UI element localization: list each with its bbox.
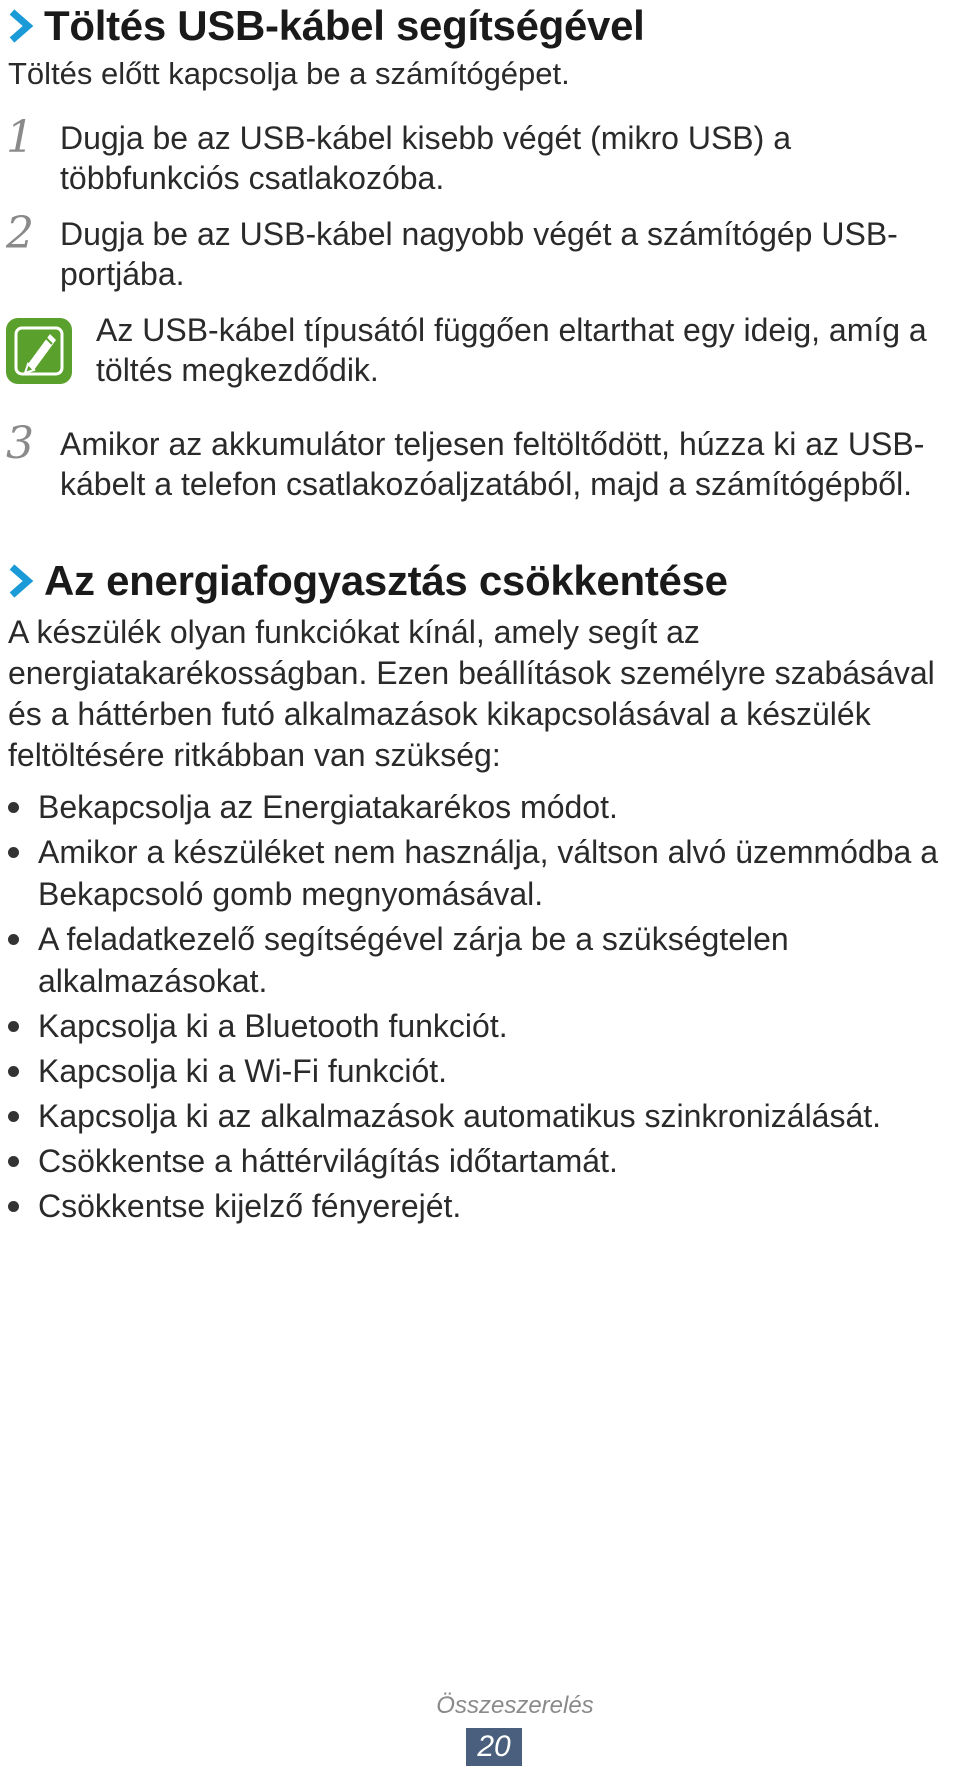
list-item-text: Amikor a készüléket nem használja, váltson alvó üzemmódba a Bekapcsoló gomb megnyomásával. bbox=[38, 834, 938, 912]
bullet-icon bbox=[8, 934, 19, 945]
list-item bbox=[0, 918, 955, 1002]
bullet-icon bbox=[8, 1156, 19, 1167]
list-item-text: Csökkentse kijelző fényerejét. bbox=[38, 1188, 462, 1224]
bullet-icon bbox=[8, 802, 19, 813]
section-intro: Töltés előtt kapcsolja be a számítógépet. bbox=[8, 56, 570, 91]
energy-tips-list bbox=[0, 786, 955, 1230]
list-item bbox=[0, 831, 955, 915]
bullet-icon bbox=[8, 1111, 19, 1122]
list-item-text: Kapcsolja ki az alkalmazások automatikus szinkronizálását. bbox=[38, 1098, 882, 1134]
step-text: Dugja be az USB-kábel nagyobb végét a számítógép USB-portjába. bbox=[60, 216, 898, 292]
list-item-text: Csökkentse a háttérvilágítás időtartamát. bbox=[38, 1143, 618, 1179]
step-number: 2 bbox=[6, 208, 34, 259]
footer-section-name: Összeszerelés bbox=[436, 1692, 594, 1719]
list-item-text: Bekapcsolja az Energiatakarékos módot. bbox=[38, 789, 618, 825]
chevron-right-icon bbox=[8, 9, 34, 43]
note-pencil-icon bbox=[6, 318, 72, 384]
section-title: Töltés USB-kábel segítségével bbox=[44, 2, 645, 49]
bullet-icon bbox=[8, 1066, 19, 1077]
list-item-text: A feladatkezelő segítségével zárja be a szükségtelen alkalmazásokat. bbox=[38, 921, 789, 999]
step-number: 3 bbox=[6, 418, 34, 469]
section-paragraph: A készülék olyan funkciókat kínál, amely segít az energiatakarékosságban. Ezen beállítások személyre szabásával és a háttérben futó alkalmazások kikapcsolásával a készülék feltöltésére ritkábban van szükség: bbox=[8, 614, 935, 773]
section-heading-usb-charging bbox=[8, 2, 645, 50]
section-heading-energy-saving bbox=[8, 557, 728, 605]
bullet-icon bbox=[8, 1201, 19, 1212]
note-text: Az USB-kábel típusától függően eltarthat egy ideig, amíg a töltés megkezdődik. bbox=[96, 312, 927, 388]
step-text: Dugja be az USB-kábel kisebb végét (mikro USB) a többfunkciós csatlakozóba. bbox=[60, 120, 791, 196]
bullet-icon bbox=[8, 847, 19, 858]
list-item-text: Kapcsolja ki a Bluetooth funkciót. bbox=[38, 1008, 508, 1044]
list-item bbox=[0, 1050, 955, 1092]
list-item bbox=[0, 786, 955, 828]
list-item-text: Kapcsolja ki a Wi-Fi funkciót. bbox=[38, 1053, 448, 1089]
list-item bbox=[0, 1005, 955, 1047]
chevron-right-icon bbox=[8, 564, 34, 598]
section-title: Az energiafogyasztás csökkentése bbox=[44, 557, 728, 604]
list-item bbox=[0, 1185, 955, 1227]
step-number: 1 bbox=[6, 112, 34, 163]
list-item bbox=[0, 1095, 955, 1137]
step-text: Amikor az akkumulátor teljesen feltöltődött, húzza ki az USB-kábelt a telefon csatlakozóaljzatából, majd a számítógépből. bbox=[60, 426, 925, 502]
page-number: 20 bbox=[466, 1728, 522, 1766]
bullet-icon bbox=[8, 1021, 19, 1032]
list-item bbox=[0, 1140, 955, 1182]
